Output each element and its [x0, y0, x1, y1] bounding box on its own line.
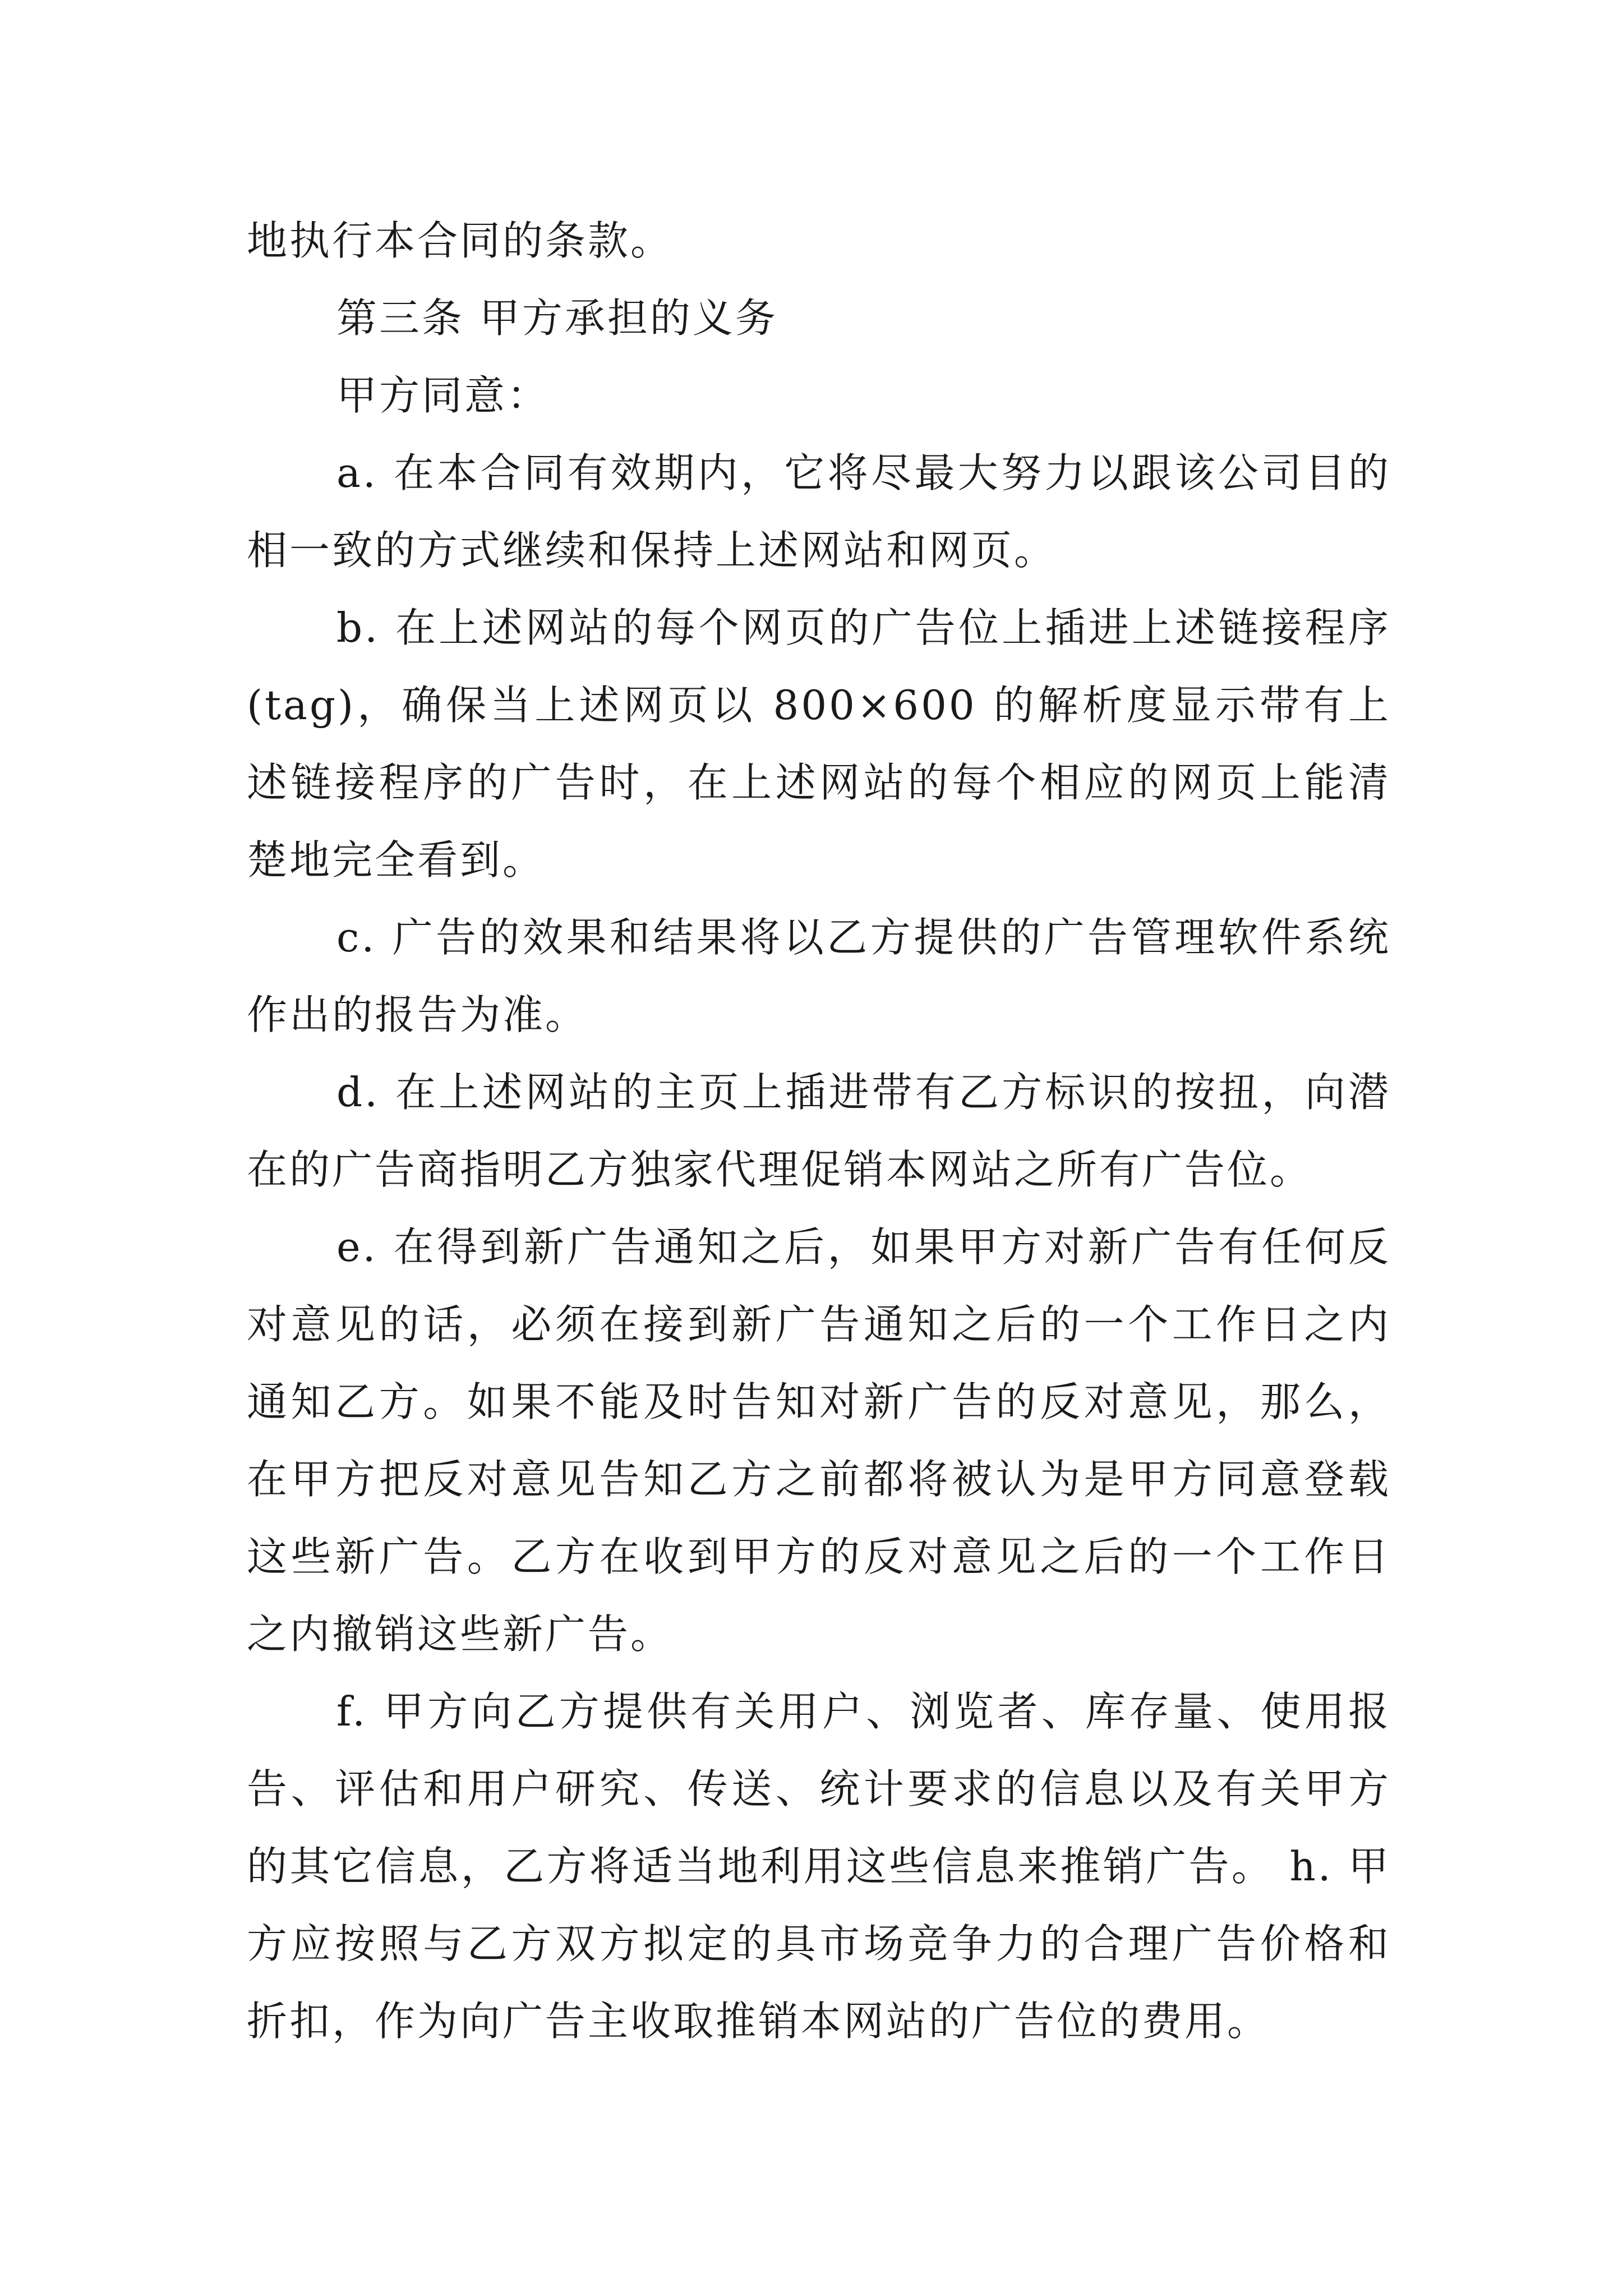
- paragraph-agreement: 甲方同意：: [336, 372, 550, 419]
- clause-d: d. 在上述网站的主页上插进带有乙方标识的按扭，向潜在的广告商指明乙方独家代理促销本网站之所有广告位。: [247, 1069, 1391, 1193]
- clause-e: e. 在得到新广告通知之后，如果甲方对新广告有任何反对意见的话，必须在接到新广告通知之后的一个工作日之内通知乙方。如果不能及时告知对新广告的反对意见，那么，在甲方把反对意见告知乙方之前都将被认为是甲方同意登载这些新广告。乙方在收到甲方的反对意见之后的一个工作日之内撤销这些新广告。: [247, 1223, 1391, 1658]
- clause-b: b. 在上述网站的每个网页的广告位上插进上述链接程序(tag)，确保当上述网页以 800×600 的解析度显示带有上述链接程序的广告时，在上述网站的每个相应的网页上能清楚地完全看到。: [247, 604, 1391, 884]
- clause-f-h: f. 甲方向乙方提供有关用户、浏览者、库存量、使用报告、评估和用户研究、传送、统计要求的信息以及有关甲方的其它信息，乙方将适当地利用这些信息来推销广告。 h. 甲方应按照与乙方双方拟定的具市场竞争力的合理广告价格和折扣，作为向广告主收取推销本网站的广告位的费用。: [247, 1688, 1391, 2045]
- paragraph-continuation: 地执行本合同的条款。: [247, 217, 674, 264]
- document-body: [247, 202, 1391, 2060]
- clause-a: a. 在本合同有效期内，它将尽最大努力以跟该公司目的相一致的方式继续和保持上述网站和网页。: [247, 449, 1391, 574]
- article-heading: 第三条 甲方承担的义务: [336, 295, 778, 342]
- clause-c: c. 广告的效果和结果将以乙方提供的广告管理软件系统作出的报告为准。: [247, 914, 1391, 1038]
